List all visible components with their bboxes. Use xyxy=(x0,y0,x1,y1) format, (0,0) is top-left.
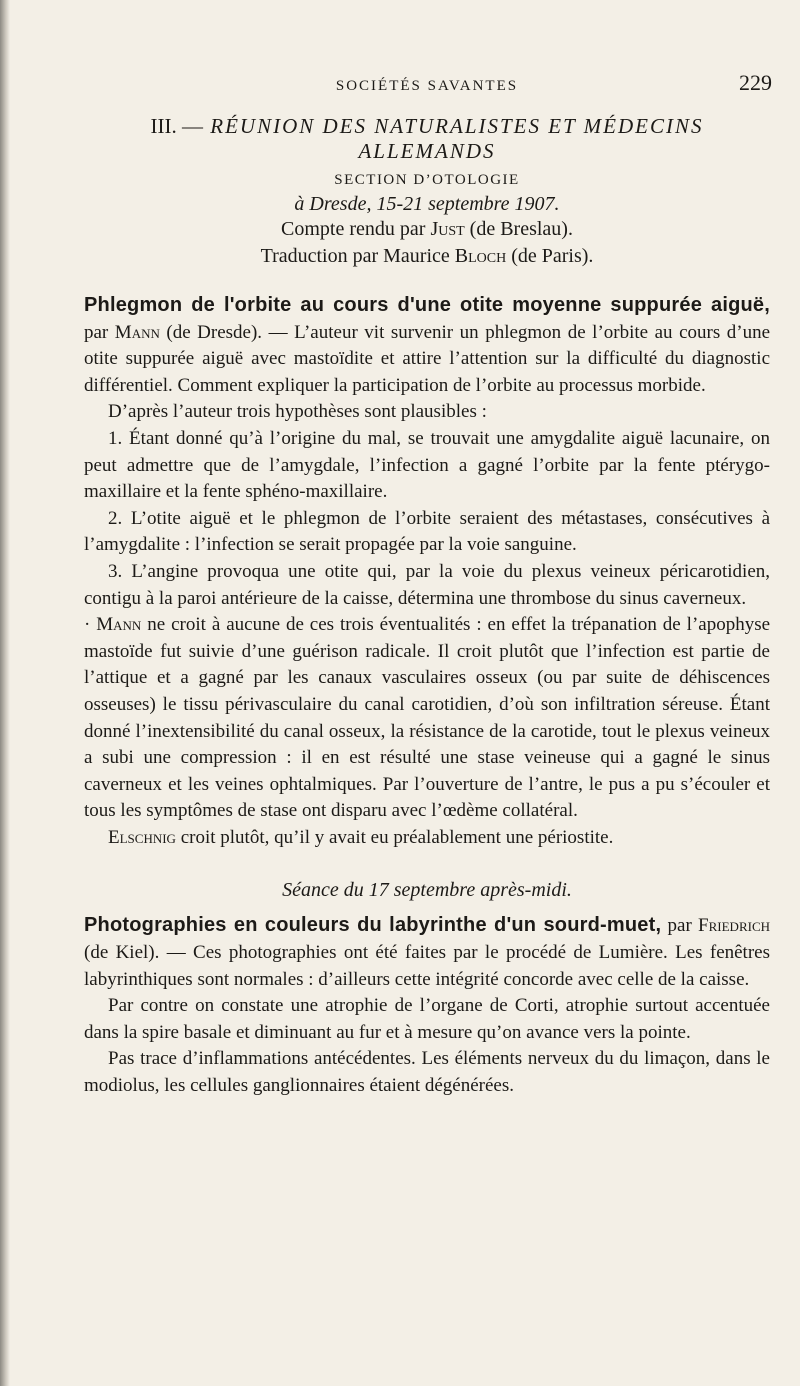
article1-author-prefix: par xyxy=(84,321,109,343)
subsection-title: SECTION D’OTOLOGIE xyxy=(334,172,520,188)
section-heading xyxy=(84,114,770,164)
article2-intro-text: (de Kiel). — Ces photographies ont été faites par le procédé de Lumière. Les fenêtres labyrinthiques sont normales : d’ailleurs cette intégrité concorde avec celle de la caisse. xyxy=(84,942,770,990)
translation-prefix: Traduction par Maurice xyxy=(260,245,450,267)
report-author: Just xyxy=(430,218,465,240)
running-header xyxy=(84,70,770,110)
section-title-line2: ALLEMANDS xyxy=(358,139,496,163)
article1-paragraph-6 xyxy=(84,612,770,825)
translation-suffix: (de Paris). xyxy=(511,245,594,267)
session-heading: Séance du 17 septembre après-midi. xyxy=(282,879,572,902)
report-prefix: Compte rendu par xyxy=(281,218,426,240)
section-title-line1: RÉUNION DES NATURALISTES ET MÉDECINS xyxy=(210,114,704,138)
article2-author: Friedrich xyxy=(698,915,771,937)
article2-author-prefix: par xyxy=(667,915,692,937)
article1-p7-author: Elschnig xyxy=(108,826,176,848)
article1-paragraph-2: D’après l’auteur trois hypothèses sont plausibles : xyxy=(108,401,487,423)
article2-title: Photographies en couleurs du labyrinthe d'un sourd-muet, xyxy=(84,914,662,937)
article1-p6-author: Mann xyxy=(96,614,142,636)
page-number: 229 xyxy=(739,70,772,95)
article1-p6-lead: · xyxy=(84,614,91,636)
article2-intro xyxy=(84,912,770,993)
article1-intro xyxy=(84,292,770,399)
article-orbit-phlegmon xyxy=(84,292,770,851)
running-title: SOCIÉTÉS SAVANTES xyxy=(335,78,519,94)
article-labyrinth-photographs xyxy=(84,912,770,1099)
report-suffix: (de Breslau). xyxy=(469,218,573,240)
page-edge-shadow xyxy=(0,0,10,1386)
translation-author: Bloch xyxy=(454,245,507,267)
article1-title: Phlegmon de l'orbite au cours d'une otite moyenne suppurée aiguë, xyxy=(84,294,770,316)
article1-p6-text: ne croit à aucune de ces trois éventualités : en effet la trépanation de l’apophyse mastoïde fut suivie d’une guérison radicale. Il croit plutôt que l’infection est partie de l’attique et a gagné par les canaux vasculaires osseux (ou par suite de déhiscences osseuses) le tissu périvasculaire du canal carotidien, d’où son infiltration séreuse. Étant donné l’inextensibilité du canal osseux, la résistance de la carotide, tout le plexus veineux a subi une compression : il en est résulté une stase veineuse qui a gagné le sinus caverneux et les veines ophtalmiques. Par l’ouverture de l’antre, le pus a pu s’écouler et tous les symptômes de stase ont disparu avec l’œdème collatéral. xyxy=(84,614,771,822)
article1-p7-text: croit plutôt, qu’il y avait eu préalablement une périostite. xyxy=(180,826,614,848)
report-credit xyxy=(84,216,770,243)
article1-paragraph-3: 1. Étant donné qu’à l’origine du mal, se trouvait une amygdalite aiguë lacunaire, on peut admettre que de l’amygdale, l’infection a gagné l’orbite par la fente ptérygo-maxillaire et la fente sphéno-maxillaire. xyxy=(84,427,770,503)
article1-intro-text: (de Dresde). — L’auteur vit survenir un phlegmon de l’orbite au cours d’une otite suppurée aiguë avec mastoïdite et attire l’attention sur la difficulté du diagnostic différentiel. Comment expliquer la participation de l’orbite au processus morbide. xyxy=(84,321,771,396)
article1-author: Mann xyxy=(114,321,160,343)
article2-paragraph-3: Pas trace d’inflammations antécédentes. Les éléments nerveux du du limaçon, dans le modiolus, les cellules ganglionnaires étaient dégénérées. xyxy=(84,1048,770,1097)
article1-paragraph-7 xyxy=(84,825,770,852)
place-date: à Dresde, 15-21 septembre 1907. xyxy=(294,193,560,215)
document-page xyxy=(84,70,770,1100)
translation-credit xyxy=(84,243,770,270)
section-number: III. — xyxy=(150,114,204,138)
article2-paragraph-2: Par contre on constate une atrophie de l’organe de Corti, atrophie surtout accentuée dans la spire basale et diminuant au fur et à mesure qu’on avance vers la pointe. xyxy=(84,995,770,1043)
article1-paragraph-5: 3. L’angine provoqua une otite qui, par la voie du plexus veineux péricarotidien, contigu à la paroi antérieure de la caisse, détermina une thrombose du sinus caverneux. xyxy=(84,560,770,609)
article1-paragraph-4: 2. L’otite aiguë et le phlegmon de l’orbite seraient des métastases, consécutives à l’amygdalite : l’infection se serait propagée par la voie sanguine. xyxy=(84,507,770,556)
